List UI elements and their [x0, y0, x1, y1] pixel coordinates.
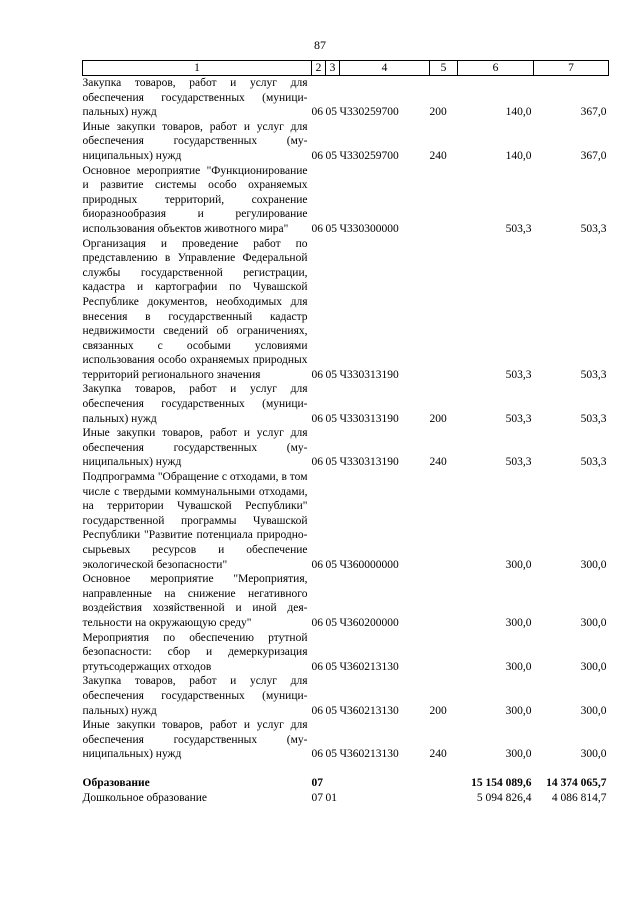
row-c7-cell: 503,3	[580, 412, 607, 425]
budget-table	[82, 60, 609, 805]
row-name-cell: Иные закупки товаров, работ и услуг для обеспечения государственных (муниципальных) нужд	[82, 719, 308, 761]
column-header: 5	[430, 61, 458, 76]
table-body	[83, 76, 609, 806]
row-name-cell: Закупка товаров, работ и услуг для обеспечения государственных (муниципальных) нужд	[82, 675, 308, 717]
table-row	[83, 237, 609, 383]
row-c5-cell	[430, 470, 458, 572]
row-c6-cell: 503,3	[505, 412, 532, 425]
row-c6-cell: 503,3	[505, 456, 532, 469]
row-c2-cell: 06	[311, 222, 323, 235]
table-row	[83, 776, 609, 791]
row-c6-cell: 300,0	[505, 660, 532, 673]
row-c6-cell: 300,0	[505, 704, 532, 717]
row-name-cell: Образование	[82, 776, 150, 789]
row-c7-cell: 300,0	[580, 704, 607, 717]
table-row	[83, 718, 609, 762]
table-row	[83, 164, 609, 237]
row-c4-cell: Ч330313190	[339, 456, 399, 469]
column-header: 3	[326, 61, 340, 76]
row-name-cell: Иные закупки товаров, работ и услуг для обеспечения государственных (муниципальных) нужд	[82, 427, 308, 469]
row-c6-cell: 300,0	[505, 616, 532, 629]
row-c5-cell: 200	[429, 106, 447, 119]
row-c6-cell: 503,3	[505, 222, 532, 235]
row-c5-cell: 200	[429, 704, 447, 717]
row-c4-cell: Ч330259700	[339, 149, 399, 162]
table-row	[83, 572, 609, 630]
row-name-cell: Организация и проведение работ по представлению в Управление Федеральной службы государственной регистрации, кадастра и картографии по Чувашской Республике документов, необходимых для внесения в государственный кадастр недвижимости сведений об ограничениях, связанных с особыми условиями использования особо охраняемых природных территорий регионального значения	[82, 237, 308, 381]
row-c5-cell	[430, 237, 458, 383]
row-c2-cell: 06	[311, 149, 323, 162]
row-c6-cell: 300,0	[505, 748, 532, 761]
table-row	[83, 382, 609, 426]
row-c5-cell	[430, 791, 458, 806]
row-c7-cell: 503,3	[580, 222, 607, 235]
row-c5-cell: 200	[429, 412, 447, 425]
row-name-cell: Закупка товаров, работ и услуг для обеспечения государственных (муниципальных) нужд	[82, 383, 308, 425]
row-c2-cell: 06	[311, 412, 323, 425]
table-row	[83, 120, 609, 164]
row-c4-cell: Ч330259700	[339, 106, 399, 119]
page-number: 87	[314, 38, 326, 52]
row-c4-cell	[340, 776, 430, 791]
row-c5-cell	[430, 631, 458, 675]
row-c5-cell: 240	[429, 748, 447, 761]
table-row	[83, 631, 609, 675]
row-c6-cell: 5 094 826,4	[476, 791, 532, 804]
row-c4-cell: Ч360213130	[339, 704, 399, 717]
row-c2-cell: 07	[311, 791, 323, 804]
table-row	[83, 426, 609, 470]
row-c4-cell: Ч360200000	[339, 616, 399, 629]
row-c6-cell: 300,0	[505, 558, 532, 571]
row-c3-cell: 05	[325, 660, 337, 673]
table-row	[83, 791, 609, 806]
row-c5-cell	[430, 572, 458, 630]
row-c5-cell: 240	[429, 149, 447, 162]
row-c7-cell: 300,0	[580, 616, 607, 629]
row-c3-cell: 05	[325, 222, 337, 235]
row-c2-cell: 06	[311, 106, 323, 119]
row-c6-cell: 140,0	[505, 149, 532, 162]
table-row	[83, 674, 609, 718]
row-c3-cell: 05	[325, 558, 337, 571]
row-c4-cell: Ч330313190	[339, 368, 399, 381]
row-name-cell: Закупка товаров, работ и услуг для обеспечения государственных (муниципальных) нужд	[82, 77, 308, 119]
row-c4-cell: Ч360000000	[339, 558, 399, 571]
row-c4-cell: Ч360213130	[339, 660, 399, 673]
row-c3-cell: 01	[325, 791, 337, 804]
row-c2-cell: 06	[311, 456, 323, 469]
row-spacer	[83, 762, 609, 776]
row-c2-cell: 06	[311, 616, 323, 629]
column-header: 7	[534, 61, 609, 76]
row-c3-cell: 05	[325, 748, 337, 761]
row-c6-cell: 140,0	[505, 106, 532, 119]
column-header-row	[83, 61, 609, 76]
row-c3-cell: 05	[325, 368, 337, 381]
row-c7-cell: 367,0	[580, 149, 607, 162]
row-c2-cell: 06	[311, 558, 323, 571]
row-c4-cell: Ч360213130	[339, 748, 399, 761]
row-c3-cell: 05	[325, 106, 337, 119]
row-c3-cell: 05	[325, 149, 337, 162]
row-c5-cell: 240	[429, 456, 447, 469]
column-header: 1	[83, 61, 312, 76]
row-name-cell: Основное мероприятие "Функционирование и развитие системы особо охраняемых природных территорий, сохранение биоразнообразия и регулирование использования объектов животного мира"	[82, 164, 308, 235]
table-row	[83, 76, 609, 120]
row-c2-cell: 06	[311, 748, 323, 761]
row-c5-cell	[430, 164, 458, 237]
row-c7-cell: 367,0	[580, 106, 607, 119]
row-c2-cell: 06	[311, 704, 323, 717]
row-c7-cell: 300,0	[580, 748, 607, 761]
row-c7-cell: 503,3	[580, 368, 607, 381]
row-c7-cell: 4 086 814,7	[551, 791, 607, 804]
row-c3-cell: 05	[325, 704, 337, 717]
row-c3-cell	[326, 776, 340, 791]
row-c2-cell: 06	[311, 368, 323, 381]
row-c7-cell: 14 374 065,7	[546, 776, 607, 789]
column-header: 6	[458, 61, 534, 76]
row-c6-cell: 15 154 089,6	[471, 776, 532, 789]
row-c7-cell: 300,0	[580, 660, 607, 673]
row-name-cell: Иные закупки товаров, работ и услуг для обеспечения государственных (муниципальных) нужд	[82, 120, 308, 162]
row-c2-cell: 07	[311, 776, 323, 789]
row-name-cell: Основное мероприятие "Мероприятия, направленные на снижение негативного воздействия хозяйственной и иной деятельности на окружающую среду"	[82, 573, 308, 629]
row-c3-cell: 05	[325, 412, 337, 425]
row-c7-cell: 503,3	[580, 456, 607, 469]
row-name-cell: Дошкольное образование	[82, 791, 208, 804]
row-c3-cell: 05	[325, 616, 337, 629]
row-c3-cell: 05	[325, 456, 337, 469]
row-c4-cell	[340, 791, 430, 806]
column-header: 4	[340, 61, 430, 76]
row-c2-cell: 06	[311, 660, 323, 673]
row-c5-cell	[430, 776, 458, 791]
row-name-cell: Подпрограмма "Обращение с отходами, в том числе с твердыми коммунальными отходами, на территории Чувашской Республики" государственной программы Чувашской Республики "Развитие потенциала природно-сырьевых ресурсов и обеспечение экологической безопасности"	[82, 471, 308, 571]
row-c6-cell: 503,3	[505, 368, 532, 381]
row-c4-cell: Ч330313190	[339, 412, 399, 425]
row-c7-cell: 300,0	[580, 558, 607, 571]
table-row	[83, 470, 609, 572]
row-name-cell: Мероприятия по обеспечению ртутной безопасности: сбор и демеркуризация ртутьсодержащих отходов	[82, 631, 308, 673]
column-header: 2	[312, 61, 326, 76]
row-c4-cell: Ч330300000	[339, 222, 399, 235]
